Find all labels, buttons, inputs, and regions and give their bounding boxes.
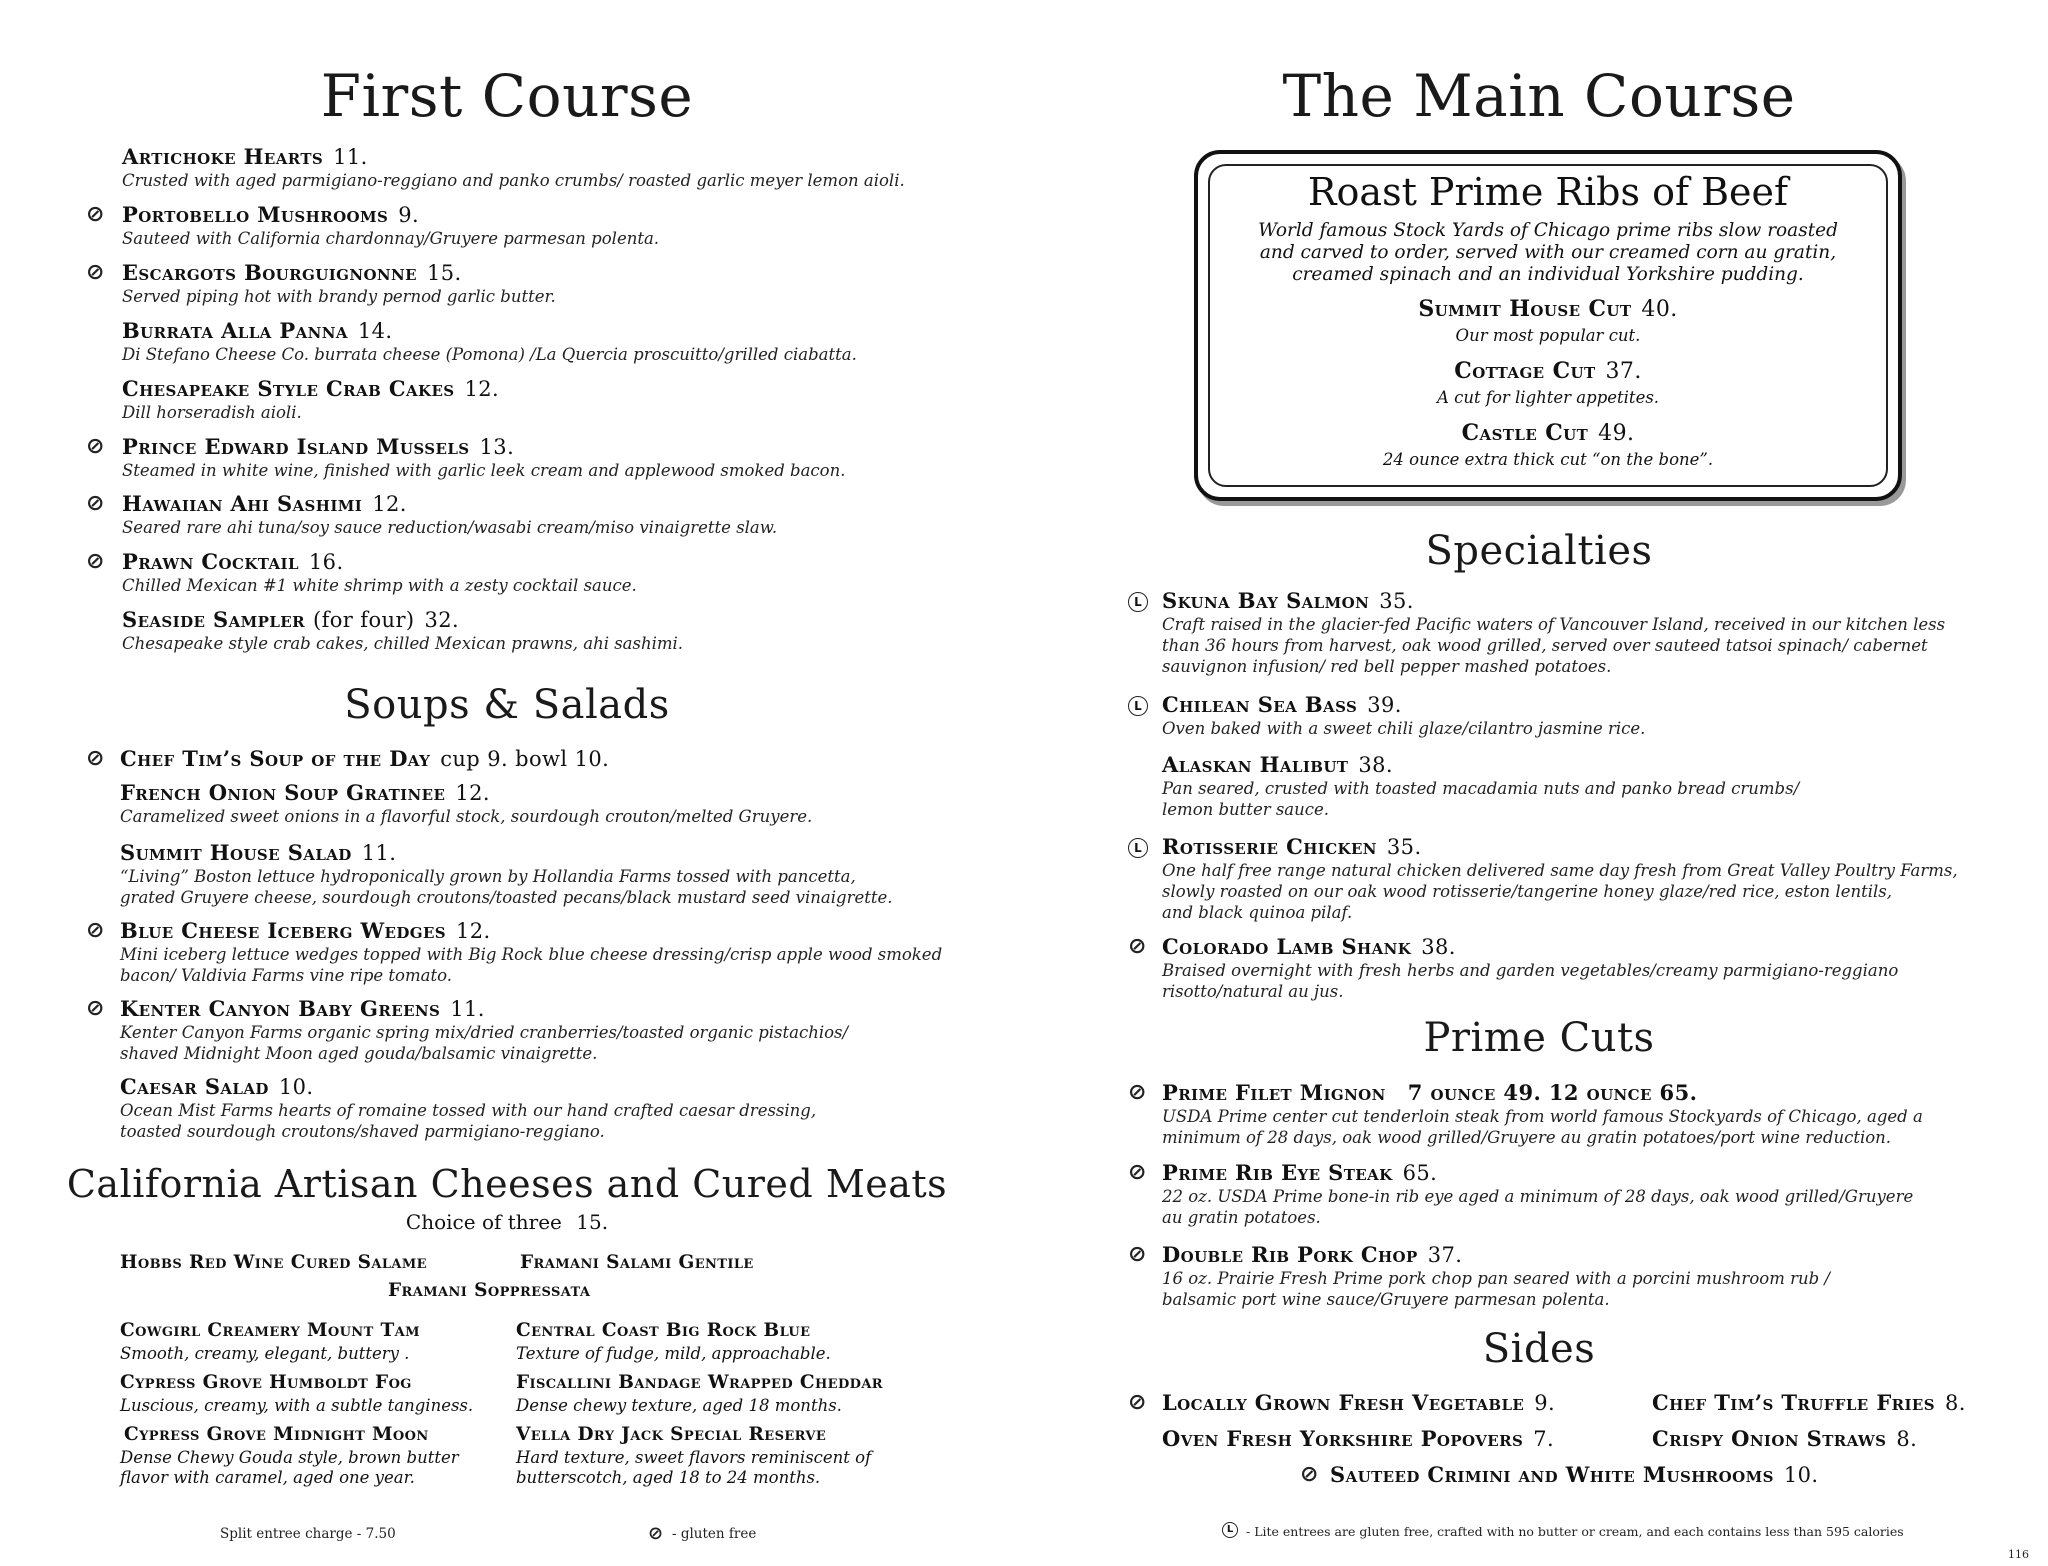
item-price: 32. (424, 608, 460, 632)
item-name: Colorado Lamb Shank (1162, 934, 1412, 959)
item-name: Skuna Bay Salmon (1162, 588, 1370, 613)
gluten-free-icon: ⊘ (1128, 934, 1147, 959)
item-price: 38. (1421, 935, 1456, 959)
item-description: Seared rare ahi tuna/soy sauce reduction/wasabi cream/miso vinaigrette slaw. (122, 518, 778, 537)
main-course-title: The Main Course (1282, 62, 1796, 130)
side-price: 7. (1533, 1427, 1555, 1451)
item-price: 35. (1386, 835, 1422, 859)
cured-meat: Hobbs Red Wine Cured Salame (120, 1252, 427, 1273)
item-price: 12. (456, 919, 491, 943)
item-name: Prawn Cocktail (122, 549, 299, 574)
cheese-description: flavor with caramel, aged one year. (120, 1468, 415, 1487)
menu-item (1162, 752, 1799, 820)
cheese-name: Cowgirl Creamery Mount Tam (120, 1320, 420, 1341)
menu-item (120, 840, 893, 908)
gluten-free-icon: ⊘ (86, 491, 105, 516)
item-name: Rotisserie Chicken (1162, 834, 1377, 859)
cut-name: Castle Cut (1461, 420, 1589, 446)
gluten-free-icon: ⊘ (1128, 1390, 1147, 1415)
item-price: 65. (1402, 1161, 1438, 1185)
gluten-free-legend: - gluten free (672, 1526, 757, 1542)
item-price: 9. (398, 203, 420, 227)
cheese-name: Central Coast Big Rock Blue (516, 1320, 811, 1341)
prime-ribs-description: and carved to order, served with our creamed corn au gratin, (1259, 242, 1837, 263)
cheese-description: Hard texture, sweet flavors reminiscent of (516, 1448, 872, 1467)
menu-item (1162, 1080, 1923, 1148)
item-name: Prime Rib Eye Steak (1162, 1160, 1393, 1185)
menu-item (122, 491, 777, 538)
cut-description: A cut for lighter appetites. (1436, 388, 1660, 407)
item-price: 16. (308, 550, 344, 574)
item-description: Sauteed with California chardonnay/Gruyere parmesan polenta. (122, 229, 660, 248)
item-description: Craft raised in the glacier-fed Pacific waters of Vancouver Island, received in our kitchen less (1162, 615, 1946, 634)
gluten-free-icon: ⊘ (86, 202, 105, 227)
item-price: 11. (361, 841, 397, 865)
item-price: 35. (1379, 589, 1414, 613)
side-name: Chef Tim’s Truffle Fries (1652, 1390, 1936, 1415)
cut-item (1198, 420, 1898, 446)
prime-ribs-description: creamed spinach and an individual Yorkshire pudding. (1292, 264, 1804, 285)
item-price: 12. (464, 377, 500, 401)
cheese-description: Dense Chewy Gouda style, brown butter (120, 1448, 459, 1467)
menu-item (120, 996, 848, 1064)
item-note: (for four) (312, 608, 415, 632)
cheeses-subtitle (0, 1210, 1024, 1234)
sides-title: Sides (1482, 1326, 1596, 1372)
item-name: Blue Cheese Iceberg Wedges (120, 918, 447, 943)
cut-description: Our most popular cut. (1455, 326, 1641, 345)
item-name: Portobello Mushrooms (122, 202, 389, 227)
menu-item (122, 607, 683, 654)
menu-item (1162, 588, 1945, 677)
item-description: bacon/ Valdivia Farms vine ripe tomato. (120, 966, 452, 985)
item-price: 12. (455, 781, 490, 805)
item-name: Prince Edward Island Mussels (122, 434, 470, 459)
prime-ribs-description: World famous Stock Yards of Chicago prime ribs slow roasted (1258, 220, 1838, 241)
cheese-description: Luscious, creamy, with a subtle tanginess. (120, 1396, 474, 1415)
side-name: Oven Fresh Yorkshire Popovers (1162, 1426, 1524, 1451)
item-description: minimum of 28 days, oak wood grilled/Gruyere au gratin potatoes/port wine reduction. (1162, 1128, 1892, 1147)
lite-entree-icon: L (1222, 1522, 1238, 1538)
side-item (1330, 1462, 1818, 1488)
item-name: Chilean Sea Bass (1162, 692, 1358, 717)
item-name: Artichoke Hearts (122, 144, 324, 169)
lite-entree-icon: L (1128, 592, 1148, 612)
gluten-free-icon: ⊘ (648, 1523, 664, 1544)
cheese-name: Cypress Grove Humboldt Fog (120, 1372, 412, 1393)
item-description: slowly roasted on our oak wood rotisserie/tangerine honey glaze/red rice, eston lentils, (1162, 882, 1892, 901)
menu-item (120, 918, 942, 986)
cheese-name: Cypress Grove Midnight Moon (124, 1424, 429, 1445)
item-description: Caramelized sweet onions in a flavorful stock, sourdough crouton/melted Gruyere. (120, 807, 813, 826)
item-description: Ocean Mist Farms hearts of romaine tossed with our hand crafted caesar dressing, (120, 1101, 817, 1120)
lite-entree-icon: L (1128, 696, 1148, 716)
item-description: Oven baked with a sweet chili glaze/cilantro jasmine rice. (1162, 719, 1646, 738)
side-item (1652, 1426, 1917, 1452)
cheeses-choice: Choice of three (405, 1210, 562, 1234)
item-name: Escargots Bourguignonne (122, 260, 417, 285)
side-name: Crispy Onion Straws (1652, 1426, 1887, 1451)
soups-salads-title: Soups & Salads (344, 682, 670, 728)
item-name: Prime Filet Mignon (1162, 1080, 1386, 1105)
menu-item (1162, 934, 1898, 1002)
side-name: Locally Grown Fresh Vegetable (1162, 1390, 1525, 1415)
side-item (1652, 1390, 1966, 1416)
item-description: Served piping hot with brandy pernod garlic butter. (122, 287, 556, 306)
item-name: Chesapeake Style Crab Cakes (122, 376, 455, 401)
item-price: 37. (1427, 1243, 1463, 1267)
menu-item (120, 746, 609, 772)
cheeses-price: 15. (576, 1210, 609, 1234)
gluten-free-icon: ⊘ (86, 434, 105, 459)
item-description: Crusted with aged parmigiano-reggiano and panko crumbs/ roasted garlic meyer lemon aioli. (122, 171, 905, 190)
gluten-free-icon: ⊘ (86, 260, 105, 285)
item-name: Summit House Salad (120, 840, 352, 865)
item-description: 22 oz. USDA Prime bone-in rib eye aged a minimum of 28 days, oak wood grilled/Gruyere (1162, 1187, 1914, 1206)
menu-item (122, 549, 637, 596)
item-price: 39. (1367, 693, 1402, 717)
first-course-title: First Course (320, 62, 694, 130)
cut-price: 37. (1605, 359, 1642, 384)
item-price: 11. (450, 997, 485, 1021)
prime-ribs-title: Roast Prime Ribs of Beef (1307, 170, 1789, 214)
gluten-free-icon: ⊘ (1128, 1160, 1147, 1185)
item-description: “Living” Boston lettuce hydroponically grown by Hollandia Farms tossed with pancetta, (120, 867, 856, 886)
item-price: 15. (426, 261, 462, 285)
lite-entree-legend: - Lite entrees are gluten free, crafted with no butter or cream, and each contains less than 595 calories (1246, 1524, 1904, 1539)
prime-ribs-frame (1194, 150, 1902, 501)
side-price: 8. (1896, 1427, 1918, 1451)
menu-item (120, 1074, 816, 1142)
cut-price: 40. (1641, 297, 1678, 322)
item-price: cup 9. bowl 10. (440, 747, 610, 771)
item-description: Mini iceberg lettuce wedges topped with Big Rock blue cheese dressing/crisp apple wood smoked (120, 945, 943, 964)
cheeses-title: California Artisan Cheeses and Cured Meats (66, 1162, 948, 1206)
cheese-description: Smooth, creamy, elegant, buttery . (120, 1344, 410, 1363)
item-description: Di Stefano Cheese Co. burrata cheese (Pomona) /La Quercia proscuitto/grilled ciabatta. (122, 345, 857, 364)
item-description: toasted sourdough croutons/shaved parmigiano-reggiano. (120, 1122, 605, 1141)
cured-meat: Framani Salami Gentile (520, 1252, 754, 1273)
lite-entree-icon: L (1128, 838, 1148, 858)
item-description: USDA Prime center cut tenderloin steak from world famous Stockyards of Chicago, aged a (1162, 1107, 1923, 1126)
item-name: Burrata Alla Panna (122, 318, 348, 343)
gluten-free-icon: ⊘ (86, 746, 105, 771)
gluten-free-icon: ⊘ (1300, 1462, 1319, 1487)
menu-item (1162, 834, 1958, 923)
item-name: French Onion Soup Gratinee (120, 780, 446, 805)
menu-item (1162, 692, 1645, 739)
item-description: Dill horseradish aioli. (122, 403, 302, 422)
cut-price: 49. (1598, 421, 1635, 446)
menu-item (1162, 1242, 1830, 1310)
cut-item (1198, 296, 1898, 322)
item-price: 38. (1358, 753, 1393, 777)
item-description: One half free range natural chicken delivered same day fresh from Great Valley Poultry Farms, (1162, 861, 1958, 880)
side-price: 8. (1945, 1391, 1966, 1415)
item-name: Chef Tim’s Soup of the Day (120, 746, 431, 771)
item-price: 11. (333, 145, 368, 169)
cheese-name: Fiscallini Bandage Wrapped Cheddar (516, 1372, 884, 1393)
gluten-free-icon: ⊘ (86, 918, 105, 943)
item-description: than 36 hours from harvest, oak wood grilled, served over sauteed tatsoi spinach/ cabernet (1162, 636, 1928, 655)
gluten-free-icon: ⊘ (86, 549, 105, 574)
menu-item (1162, 1160, 1913, 1228)
item-description: Pan seared, crusted with toasted macadamia nuts and panko bread crumbs/ (1162, 779, 1800, 798)
cut-name: Cottage Cut (1454, 358, 1596, 384)
gluten-free-icon: ⊘ (1128, 1080, 1147, 1105)
item-name: Seaside Sampler (122, 607, 305, 632)
side-name: Sauteed Crimini and White Mushrooms (1330, 1462, 1774, 1487)
item-description: shaved Midnight Moon aged gouda/balsamic vinaigrette. (120, 1044, 598, 1063)
item-description: Steamed in white wine, finished with garlic leek cream and applewood smoked bacon. (122, 461, 846, 480)
cured-meat: Framani Soppressata (388, 1280, 591, 1301)
prime-cuts-title: Prime Cuts (1423, 1015, 1655, 1061)
cheese-description: butterscotch, aged 18 to 24 months. (516, 1468, 821, 1487)
page-number: 116 (2008, 1548, 2029, 1561)
item-description: lemon butter sauce. (1162, 800, 1330, 819)
gluten-free-icon: ⊘ (1128, 1242, 1147, 1267)
side-item (1162, 1426, 1554, 1452)
item-name: Caesar Salad (120, 1074, 269, 1099)
item-description: au gratin potatoes. (1162, 1208, 1321, 1227)
item-price: 10. (278, 1075, 314, 1099)
menu-item (122, 318, 857, 365)
cheese-description: Dense chewy texture, aged 18 months. (516, 1396, 842, 1415)
item-name: Alaskan Halibut (1162, 752, 1349, 777)
item-description: Chesapeake style crab cakes, chilled Mexican prawns, ahi sashimi. (122, 634, 684, 653)
right-menu-page (1024, 0, 2048, 1566)
menu-item (122, 144, 905, 191)
item-name: Double Rib Pork Chop (1162, 1242, 1418, 1267)
item-description: Chilled Mexican #1 white shrimp with a zesty cocktail sauce. (122, 576, 637, 595)
item-price: 12. (372, 492, 407, 516)
item-description: 16 oz. Prairie Fresh Prime pork chop pan seared with a porcini mushroom rub / (1162, 1269, 1830, 1288)
item-description: grated Gruyere cheese, sourdough croutons/toasted pecans/black mustard seed vinaigrette. (120, 888, 893, 907)
split-charge-note: Split entree charge - 7.50 (220, 1526, 396, 1542)
side-price: 10. (1783, 1463, 1819, 1487)
item-price: 13. (479, 435, 515, 459)
item-name: Kenter Canyon Baby Greens (120, 996, 441, 1021)
side-item (1162, 1390, 1555, 1416)
item-description: risotto/natural au jus. (1162, 982, 1344, 1001)
item-description: Kenter Canyon Farms organic spring mix/dried cranberries/toasted organic pistachios/ (120, 1023, 849, 1042)
cut-item (1198, 358, 1898, 384)
menu-item (120, 780, 812, 827)
item-name: Hawaiian Ahi Sashimi (122, 491, 363, 516)
item-description: and black quinoa pilaf. (1162, 903, 1353, 922)
cut-name: Summit House Cut (1418, 296, 1632, 322)
menu-item (122, 376, 499, 423)
item-prices: 7 ounce 49. 12 ounce 65. (1407, 1080, 1698, 1105)
menu-item (122, 202, 659, 249)
cheese-name: Vella Dry Jack Special Reserve (516, 1424, 827, 1445)
gluten-free-icon: ⊘ (86, 996, 105, 1021)
item-description: Braised overnight with fresh herbs and garden vegetables/creamy parmigiano-reggiano (1162, 961, 1899, 980)
item-description: balsamic port wine sauce/Gruyere parmesan polenta. (1162, 1290, 1610, 1309)
item-description: sauvignon infusion/ red bell pepper mashed potatoes. (1162, 657, 1612, 676)
menu-item (122, 434, 845, 481)
cut-description: 24 ounce extra thick cut “on the bone”. (1382, 450, 1714, 469)
side-price: 9. (1534, 1391, 1556, 1415)
cheese-description: Texture of fudge, mild, approachable. (516, 1344, 831, 1363)
menu-item (122, 260, 556, 307)
item-price: 14. (357, 319, 393, 343)
specialties-title: Specialties (1425, 528, 1653, 574)
